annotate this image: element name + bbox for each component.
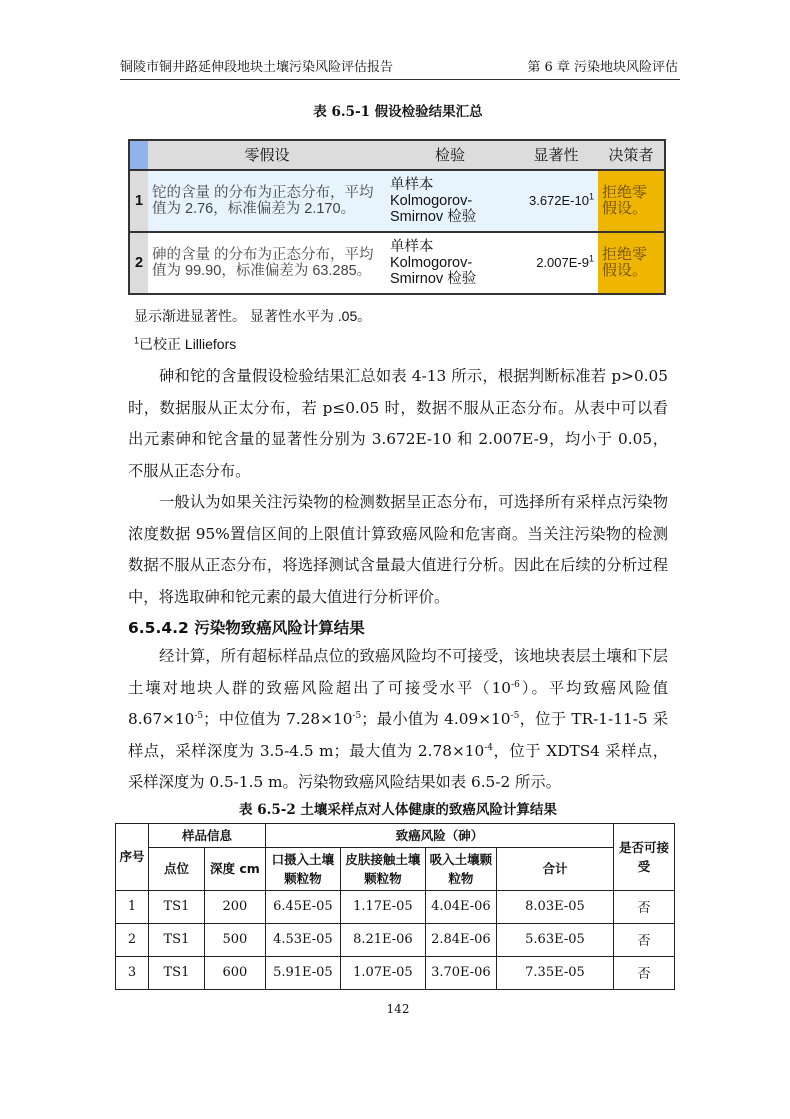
test: 单样本 Kolmogorov-Smirnov 检验	[386, 170, 514, 232]
paragraph-2: 一般认为如果关注污染物的检测数据呈正态分布，可选择所有采样点污染物浓度数据 95%置信区间的上限值计算致癌风险和危害商。当关注污染物的检测数据不服从正态分布，将选择测试含量最大值进行分析。因此在后续的分析过程中，将选取砷和铊元素的最大值进行分析评价。	[128, 493, 668, 606]
table-cell: 8.21E-06	[340, 923, 425, 956]
table-cell: 否	[614, 956, 675, 989]
test: 单样本 Kolmogorov-Smirnov 检验	[390, 239, 477, 287]
significance	[514, 170, 598, 232]
table-row	[116, 923, 675, 956]
sig-sup: 1	[588, 253, 594, 264]
sig-value: 2.007E-9	[536, 255, 589, 270]
table-cell: TS1	[149, 890, 205, 923]
table-cell: TS1	[149, 956, 205, 989]
risk-table	[115, 823, 675, 990]
table-cell: 2	[116, 923, 149, 956]
table-cell: 8.03E-05	[496, 890, 613, 923]
footnote-mark: 1	[134, 335, 140, 346]
col-inhale: 吸入土壤颗粒物	[425, 847, 496, 890]
section-heading: 6.5.4.2 污染物致癌风险计算结果	[128, 619, 365, 637]
table-row	[116, 956, 675, 989]
table1-footnote	[134, 335, 668, 353]
table-cell: 2.84E-06	[425, 923, 496, 956]
col-decision: 决策者	[598, 140, 665, 170]
text: ，位于 TR-1-11-5 采样点，采样深度为 3.5-4.5 m；最大值为 2.78×10	[128, 710, 668, 760]
footnote-text: 已校正 Lilliefors	[139, 336, 237, 352]
table-cell: 600	[204, 956, 265, 989]
table1-note: 显示渐进显著性。 显著性水平为 .05。	[134, 308, 372, 324]
header-title: 铜陵市铜井路延伸段地块土壤污染风险评估报告	[120, 60, 394, 75]
exp: -6	[511, 679, 520, 690]
text: ；最小值为 4.09×10	[361, 710, 511, 728]
table-cell: 500	[204, 923, 265, 956]
significance	[514, 232, 598, 294]
col-risk: 致癌风险（砷）	[265, 823, 613, 847]
table-cell: 200	[204, 890, 265, 923]
table-cell: 7.35E-05	[496, 956, 613, 989]
table-cell: 否	[614, 923, 675, 956]
table-cell: 5.91E-05	[265, 956, 340, 989]
table-cell: 1	[116, 890, 149, 923]
table-cell: 4.04E-06	[425, 890, 496, 923]
text: ，位于 XDTS4 采样点，采样深度为 0.5-1.5 m。污染物致癌风险结果如表 6.5-2 所示。	[128, 741, 668, 791]
col-test: 检验	[386, 140, 514, 170]
header-divider	[120, 79, 680, 80]
row-number: 1	[129, 170, 148, 232]
exp: -5	[194, 710, 204, 721]
text: ）。平均致癌风险值 8.67×10	[128, 678, 668, 728]
col-point: 点位	[149, 847, 205, 890]
text: 经计算，所有超标样品点位的致癌风险均不可接受，该地块表层土壤和下层土壤对地块人群的致癌风险超出了可接受水平（10	[128, 647, 668, 697]
page-number: 142	[386, 1001, 410, 1016]
table-cell: 1.17E-05	[340, 890, 425, 923]
col-sample-info: 样品信息	[149, 823, 266, 847]
table-cell: 否	[614, 890, 675, 923]
table-row	[129, 170, 665, 232]
table-cell: 3	[116, 956, 149, 989]
text: ；中位值为 7.28×10	[203, 710, 353, 728]
hypothesis: 砷的含量 的分布为正态分布，平均值为 99.90，标准偏差为 63.285。	[152, 247, 374, 279]
sig-sup: 1	[588, 191, 594, 202]
table-row	[129, 232, 665, 294]
hypothesis-table	[128, 139, 666, 295]
col-hypothesis: 零假设	[148, 140, 386, 170]
page-body	[119, 103, 669, 1016]
col-acceptable: 是否可接受	[614, 823, 675, 890]
col-total: 合计	[496, 847, 613, 890]
paragraph-3	[128, 641, 668, 799]
hypothesis: 铊的含量 的分布为正态分布，平均值为 2.76，标准偏差为 2.170。	[148, 170, 386, 232]
table-cell: 5.63E-05	[496, 923, 613, 956]
col-seq: 序号	[116, 823, 149, 890]
exp: -4	[484, 742, 494, 753]
table-cell: 4.53E-05	[265, 923, 340, 956]
table2-caption: 表 6.5-2 土壤采样点对人体健康的致癌风险计算结果	[239, 801, 557, 818]
col-depth: 深度 cm	[204, 847, 265, 890]
table-row	[116, 890, 675, 923]
col-oral: 口摄入土壤颗粒物	[265, 847, 340, 890]
col-significance: 显著性	[514, 140, 598, 170]
exp: -5	[510, 710, 520, 721]
table-cell: 1.07E-05	[340, 956, 425, 989]
row-number: 2	[129, 232, 148, 294]
decision: 拒绝零假设。	[598, 232, 665, 294]
exp: -5	[352, 710, 362, 721]
table-cell: TS1	[149, 923, 205, 956]
corner-cell	[129, 140, 148, 170]
table-cell: 6.45E-05	[265, 890, 340, 923]
col-skin: 皮肤接触土壤颗粒物	[340, 847, 425, 890]
sig-value: 3.672E-10	[528, 193, 589, 208]
header-chapter: 第 6 章 污染地块风险评估	[527, 60, 678, 75]
decision: 拒绝零假设。	[598, 170, 665, 232]
paragraph-1: 砷和铊的含量假设检验结果汇总如表 4-13 所示，根据判断标准若 p>0.05 时，数据服从正太分布，若 p≤0.05 时，数据不服从正态分布。从表中可以看出元素砷和铊含量的显著性分别为 3.672E-10 和 2.007E-9，均小于 0.05，不服从正态分布。	[128, 367, 668, 480]
table-cell: 3.70E-06	[425, 956, 496, 989]
table1-caption: 表 6.5-1 假设检验结果汇总	[313, 104, 483, 120]
